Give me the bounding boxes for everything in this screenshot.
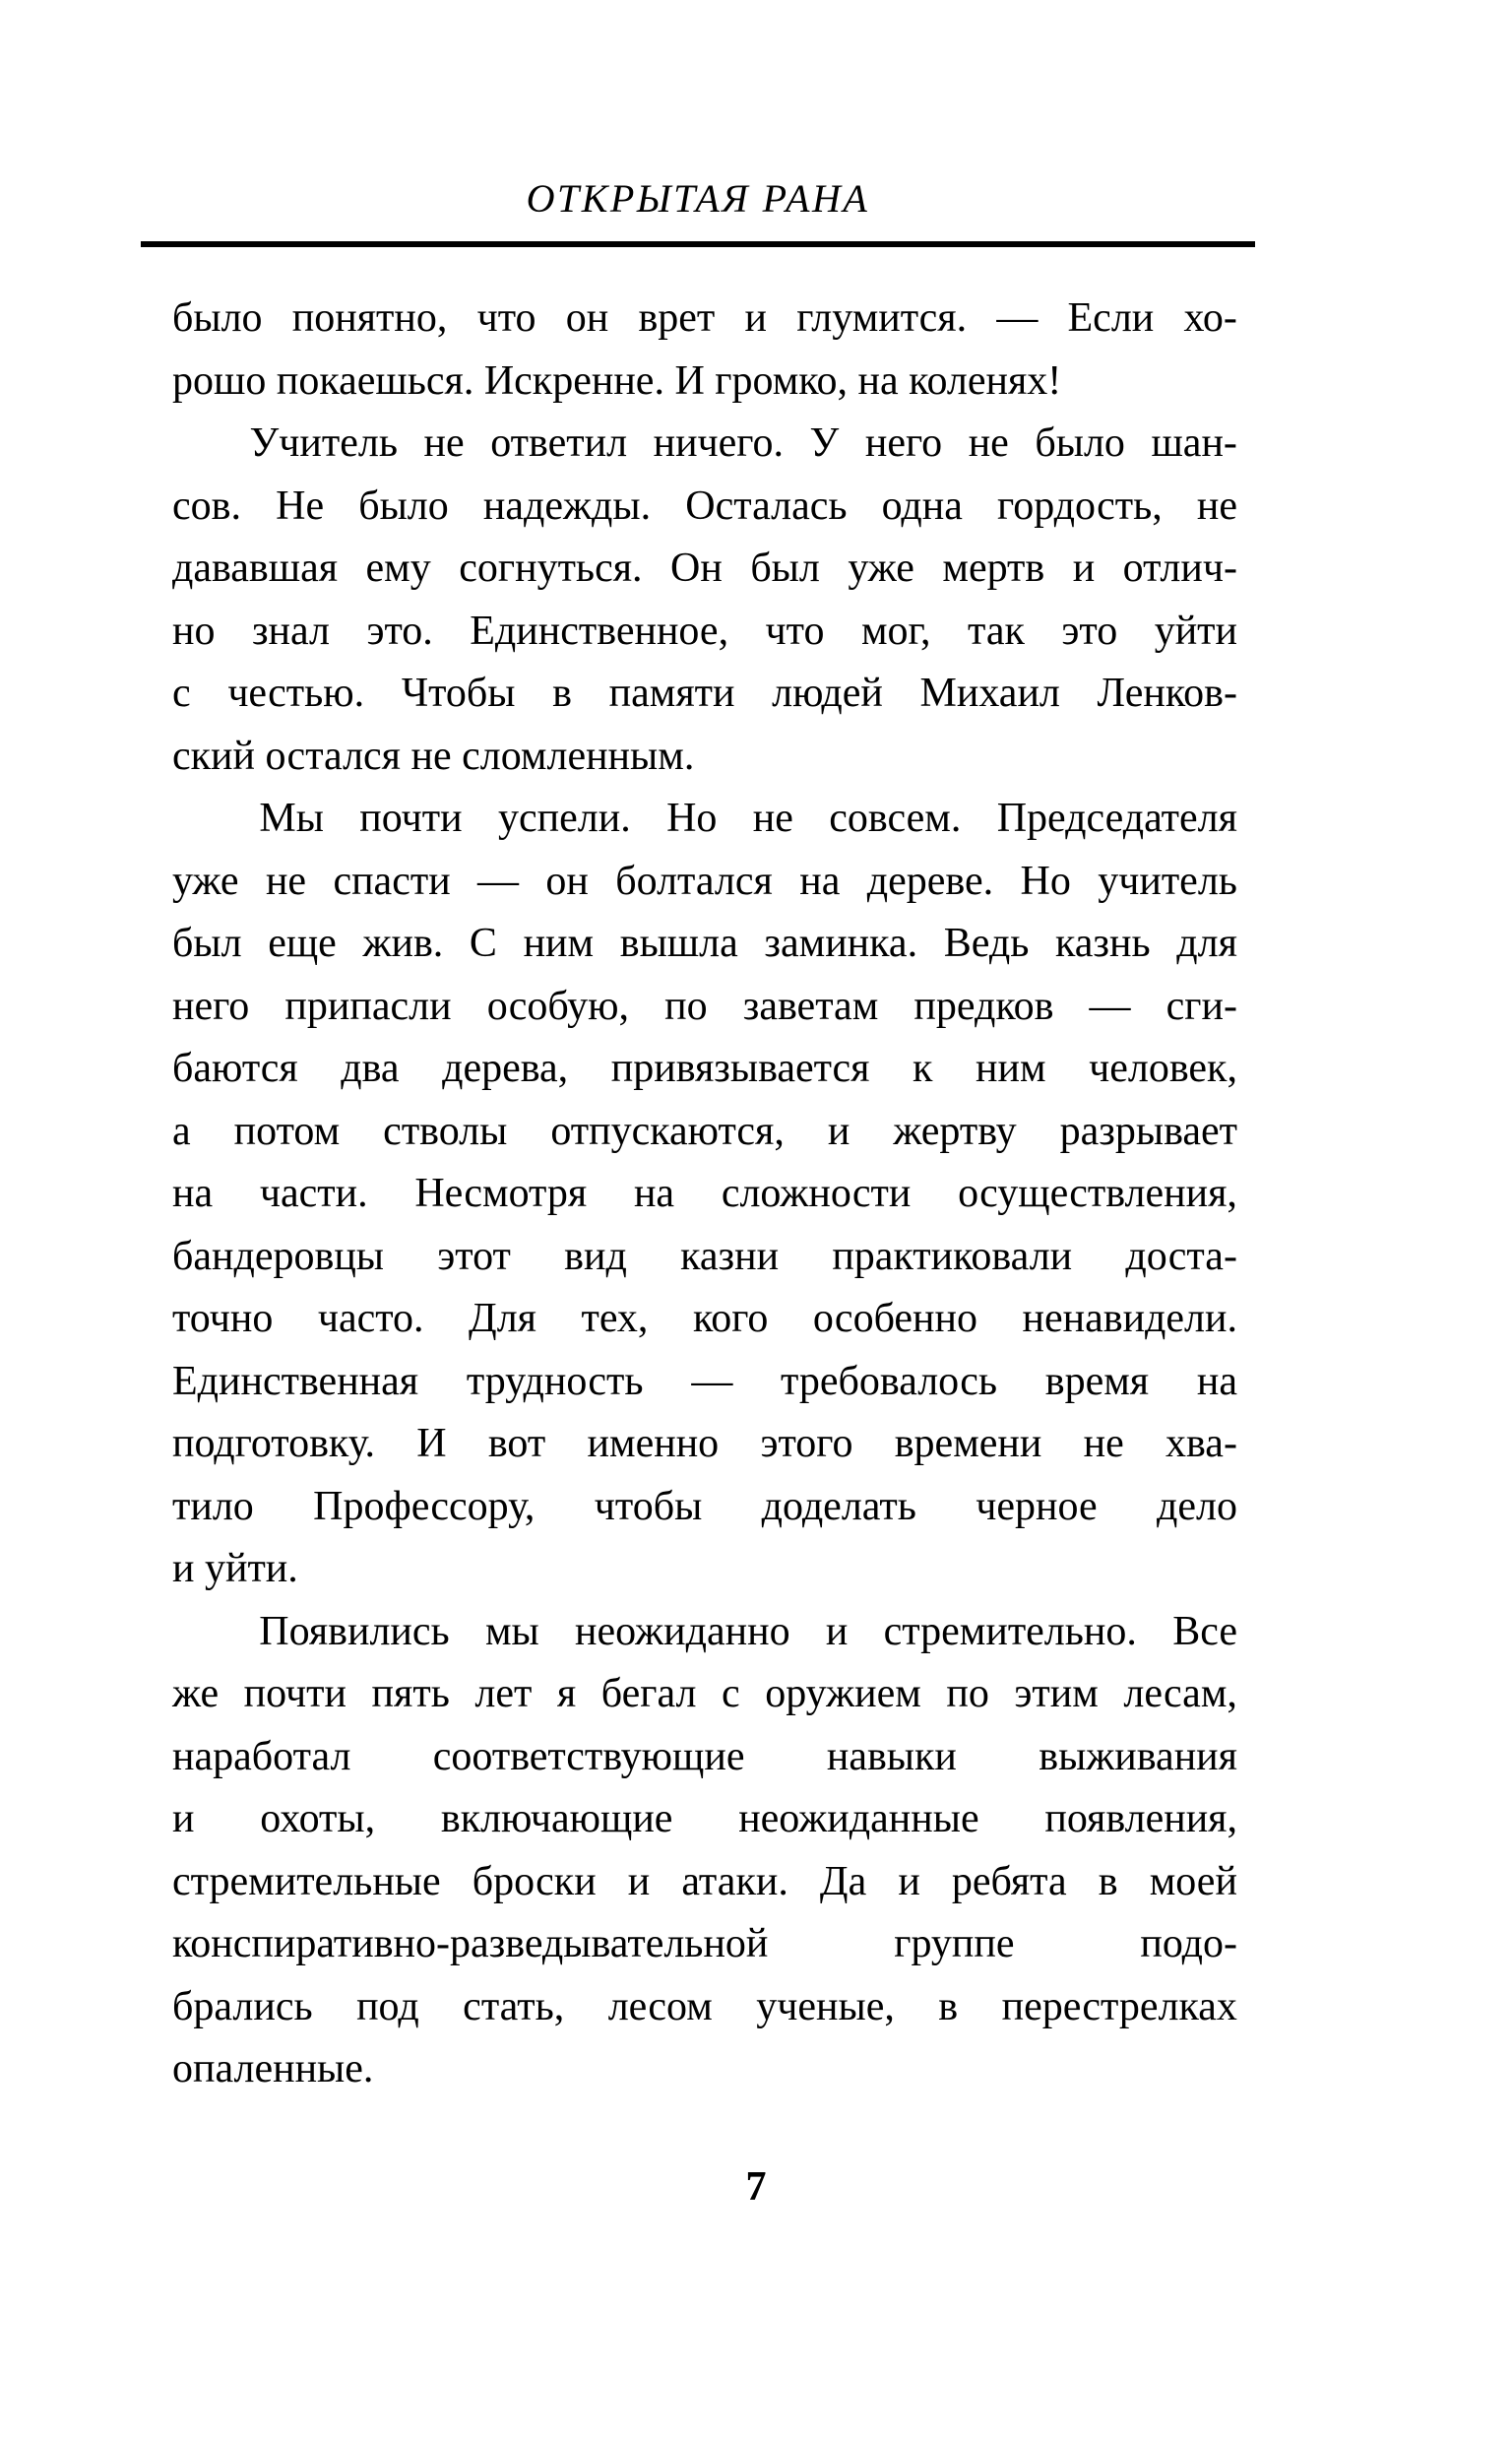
paragraph-indent: [172, 788, 223, 851]
text-line: был еще жив. С ним вышла заминка. Ведь казнь для: [172, 921, 1237, 966]
text-line: но знал это. Единственное, что мог, так это уйти: [172, 608, 1237, 654]
text-line: точно часто. Для тех, кого особенно ненавидели.: [172, 1296, 1237, 1341]
page-number: 7: [745, 2164, 767, 2210]
text-line: дававшая ему согнуться. Он был уже мертв и отлич-: [172, 546, 1237, 591]
text-line: тило Профессору, чтобы доделать черное дело: [172, 1483, 1237, 1529]
running-head: ОТКРЫТАЯ РАНА: [526, 176, 870, 221]
text-line: баются два дерева, привязывается к ним человек,: [172, 1046, 1237, 1091]
text-line: стремительные броски и атаки. Да и ребята в моей: [172, 1858, 1237, 1904]
text-line: сов. Не было надежды. Осталась одна гордость, не: [172, 482, 1237, 529]
text-line: подготовку. И вот именно этого времени не хва-: [172, 1421, 1237, 1466]
text-line: и охоты, включающие неожиданные появления,: [172, 1796, 1237, 1841]
text-line: Единственная трудность — требовалось время на: [172, 1358, 1237, 1404]
text-line: и уйти.: [172, 1546, 298, 1591]
text-line: него припасли особую, по заветам предков — сги-: [172, 983, 1237, 1029]
text-line: а потом стволы отпускаются, и жертву разрывает: [172, 1108, 1237, 1154]
text-line: Мы почти успели. Но не совсем. Председателя: [172, 788, 1237, 851]
paragraph: [172, 288, 1237, 413]
header-rule-divider: [141, 241, 1255, 247]
paragraph-indent: [172, 1601, 223, 1664]
text-line: опаленные.: [172, 2046, 374, 2091]
text-line: с честью. Чтобы в памяти людей Михаил Ленков-: [172, 671, 1237, 716]
text-line: было понятно, что он врет и глумится. — Если хо-: [172, 295, 1237, 341]
body-text: [172, 288, 1237, 2101]
paragraph: [172, 413, 1237, 788]
text-line: ский остался не сломленным.: [172, 733, 695, 779]
text-line: на части. Несмотря на сложности осуществления,: [172, 1171, 1237, 1216]
text-line: Учитель не ответил ничего. У него не было шан-: [172, 413, 1237, 476]
text-line: же почти пять лет я бегал с оружием по этим лесам,: [172, 1671, 1237, 1716]
text-line: наработал соответствующие навыки выживания: [172, 1733, 1237, 1779]
paragraph: [172, 788, 1237, 1601]
text-line: рошо покаешься. Искренне. И громко, на коленях!: [172, 357, 1062, 404]
text-line: бандеровцы этот вид казни практиковали доста-: [172, 1233, 1237, 1279]
text-line: уже не спасти — он болтался на дереве. Но учитель: [172, 858, 1237, 904]
text-line: брались под стать, лесом ученые, в перестрелках: [172, 1983, 1237, 2029]
text-line: Появились мы неожиданно и стремительно. Все: [172, 1601, 1237, 1664]
paragraph: [172, 1601, 1237, 2101]
text-line: конспиративно-разведывательной группе подо-: [172, 1921, 1237, 1966]
paragraph-indent: [172, 413, 223, 476]
